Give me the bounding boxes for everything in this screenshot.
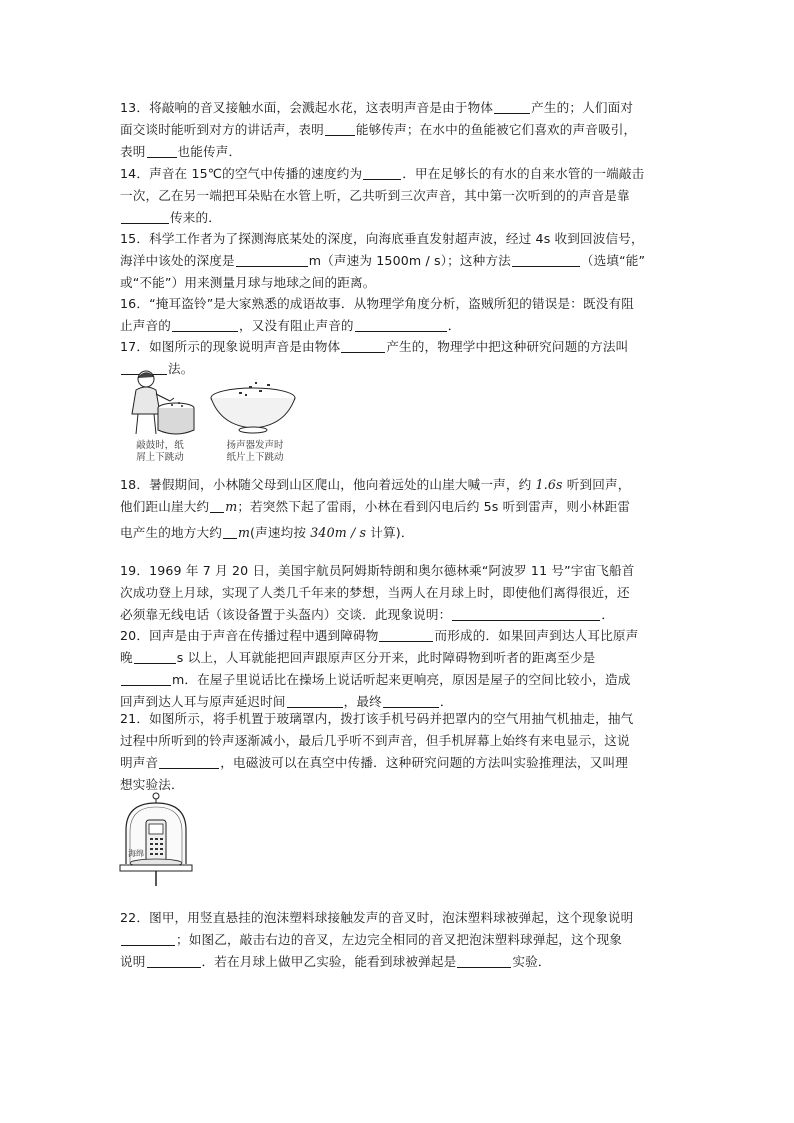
answer-blank[interactable] — [159, 754, 219, 769]
question-22 — [120, 907, 680, 973]
q20-text: s 以上，人耳就能把回声跟原声区分开来，此时障碍物到听者的距离至少是 — [176, 650, 596, 665]
question-14 — [120, 163, 680, 229]
answer-blank[interactable] — [121, 209, 169, 224]
q20-text: m．在屋子里说话比在操场上说话听起来更响亮，原因是屋子的空间比较小，造成 — [172, 672, 631, 687]
answer-blank[interactable] — [325, 121, 355, 136]
q18-text: 他们距山崖大约 — [120, 499, 210, 514]
question-20 — [120, 625, 680, 713]
q18-value: 1.6 — [535, 477, 557, 492]
answer-blank[interactable] — [383, 693, 439, 708]
q17-text: 产生的，物理学中把这种研究问题的方法叫 — [386, 339, 629, 354]
q21-text: ，电磁波可以在真空中传播．这种研究问题的方法叫实验推理法，又叫理 — [220, 755, 629, 770]
q13-text: 面交谈时能听到对方的讲话声，表明 — [120, 122, 324, 137]
q21-text: 过程中所听到的铃声逐渐减小，最后几乎听不到声音，但手机屏幕上始终有来电显示，这说 — [120, 733, 630, 748]
q22-text: 22．图甲，用竖直悬挂的泡沫塑料球接触发声的音叉时，泡沫塑料球被弹起，这个现象说明 — [120, 910, 634, 925]
question-18 — [120, 474, 680, 518]
q16-text: ． — [447, 318, 461, 333]
answer-blank[interactable] — [134, 649, 176, 664]
q18-text: ；若突然下起了雷雨，小林在看到闪电后约 5s 听到雷声，则小林距雷 — [237, 499, 631, 514]
question-19 — [120, 560, 680, 626]
answer-blank[interactable] — [121, 931, 175, 946]
answer-blank[interactable] — [172, 317, 238, 332]
answer-blank[interactable] — [147, 143, 177, 158]
q19-text: 19．1969 年 7 月 20 日，美国宇航员阿姆斯特朗和奥尔德林乘“阿波罗 11 号”宇宙飞船首 — [120, 563, 635, 578]
answer-blank[interactable] — [236, 252, 308, 267]
sponge-label: 海绵 — [128, 849, 144, 858]
answer-blank[interactable] — [512, 252, 580, 267]
q17-text: 17．如图所示的现象说明声音是由物体 — [120, 339, 341, 354]
answer-blank[interactable] — [457, 953, 511, 968]
q20-text: ，最终 — [343, 694, 382, 709]
answer-blank[interactable] — [287, 693, 343, 708]
q13-text: 13．将敲响的音叉接触水面，会溅起水花，这表明声音是由于物体 — [120, 100, 494, 115]
q20-text: 晚 — [120, 650, 133, 665]
q19-text: 必须靠无线电话（该设备置于头盔内）交谈．此现象说明： — [120, 607, 452, 622]
question-21 — [120, 708, 680, 796]
q18-text: (声速均按 — [250, 525, 311, 540]
q18-text: 18．暑假期间，小林随父母到山区爬山，他向着远处的山崖大喊一声，约 — [120, 477, 536, 492]
caption-line: 敲鼓时，纸 — [136, 440, 184, 451]
q14-text: 传来的． — [170, 210, 221, 225]
q16-text: 16．“掩耳盗铃”是大家熟悉的成语故事．从物理学角度分析，盗贼所犯的错误是：既没有阻 — [120, 296, 634, 311]
bell-jar-figure — [118, 790, 194, 890]
q14-text: ．甲在足够长的有水的自来水管的一端敲击 — [402, 166, 645, 181]
answer-blank[interactable] — [363, 165, 401, 180]
q18-unit: m — [225, 499, 238, 514]
q16-text: 止声音的 — [120, 318, 171, 333]
q21-text: 想实验法． — [120, 777, 184, 792]
q13-text: 产生的；人们面对 — [531, 100, 634, 115]
answer-blank[interactable] — [494, 99, 530, 114]
caption-line: 纸片上下跳动 — [226, 452, 284, 463]
q14-text: 14．声音在 15℃的空气中传播的速度约为 — [120, 166, 363, 181]
q16-text: ，又没有阻止声音的 — [238, 318, 354, 333]
question-16 — [120, 293, 680, 337]
q18-unit: m / s — [334, 525, 367, 540]
q19-text: 次成功登上月球，实现了人类几千年来的梦想，当两人在月球上时，即使他们离得很近，还 — [120, 585, 630, 600]
q15-text: 15．科学工作者为了探测海底某处的深度，向海底垂直发射超声波，经过 4s 收到回波信号， — [120, 231, 644, 246]
q20-text: ． — [439, 694, 453, 709]
q15-text: m（声速为 1500m / s）；这种方法 — [308, 253, 511, 268]
speaker-figure — [207, 380, 299, 438]
q19-text: ． — [601, 607, 615, 622]
q20-text: 回声到达人耳与原声延迟时间 — [120, 694, 286, 709]
question-17 — [120, 336, 680, 380]
q18-text: 计算)． — [366, 525, 414, 540]
answer-blank[interactable] — [147, 953, 201, 968]
q15-text: 海洋中该处的深度是 — [120, 253, 235, 268]
q15-text: （选填“能” — [580, 253, 646, 268]
drum-figure — [120, 368, 198, 438]
q22-text: ；如图乙，敲击右边的音叉，左边完全相同的音叉把泡沫塑料球弹起，这个现象 — [176, 932, 623, 947]
q13-text: 也能传声． — [177, 144, 242, 159]
q18-text: 听到回声， — [562, 477, 631, 492]
drum-caption — [122, 440, 198, 464]
q22-text: 说明 — [120, 954, 146, 969]
q18-unit: m — [237, 525, 251, 540]
q17-text: 法。 — [168, 361, 194, 376]
q21-text: 明声音 — [120, 755, 159, 770]
q14-text: 一次，乙在另一端把耳朵贴在水管上听，乙共听到三次声音，其中第一次听到的的声音是靠 — [120, 188, 630, 203]
q21-text: 21．如图所示，将手机置于玻璃罩内，拨打该手机号码并把罩内的空气用抽气机抽走，抽气 — [120, 711, 634, 726]
q20-text: 20．回声是由于声音在传播过程中遇到障碍物 — [120, 628, 379, 643]
q18-text: 电产生的地方大约 — [120, 525, 222, 540]
answer-blank[interactable] — [452, 606, 600, 621]
q13-text: 能够传声；在水中的鱼能被它们喜欢的声音吸引， — [355, 122, 637, 137]
question-18-cont — [120, 522, 680, 544]
answer-blank[interactable] — [355, 317, 447, 332]
speaker-caption — [212, 440, 298, 464]
answer-blank[interactable] — [121, 671, 171, 686]
answer-blank[interactable] — [223, 524, 237, 539]
q18-value: 340 — [310, 525, 335, 540]
answer-blank[interactable] — [210, 498, 224, 513]
q13-text: 表明 — [120, 144, 146, 159]
q22-text: ．若在月球上做甲乙实验，能看到球被弹起是 — [201, 954, 457, 969]
answer-blank[interactable] — [341, 338, 385, 353]
q20-text: 而形成的．如果回声到达人耳比原声 — [434, 628, 639, 643]
question-15 — [120, 228, 680, 294]
question-13 — [120, 97, 680, 163]
q15-text: 或“不能”）用来测量月球与地球之间的距离。 — [120, 275, 376, 290]
caption-line: 屑上下跳动 — [136, 452, 184, 463]
answer-blank[interactable] — [379, 627, 433, 642]
caption-line: 扬声器发声时 — [226, 440, 284, 451]
q22-text: 实验． — [512, 954, 551, 969]
q18-unit: s — [556, 477, 563, 492]
